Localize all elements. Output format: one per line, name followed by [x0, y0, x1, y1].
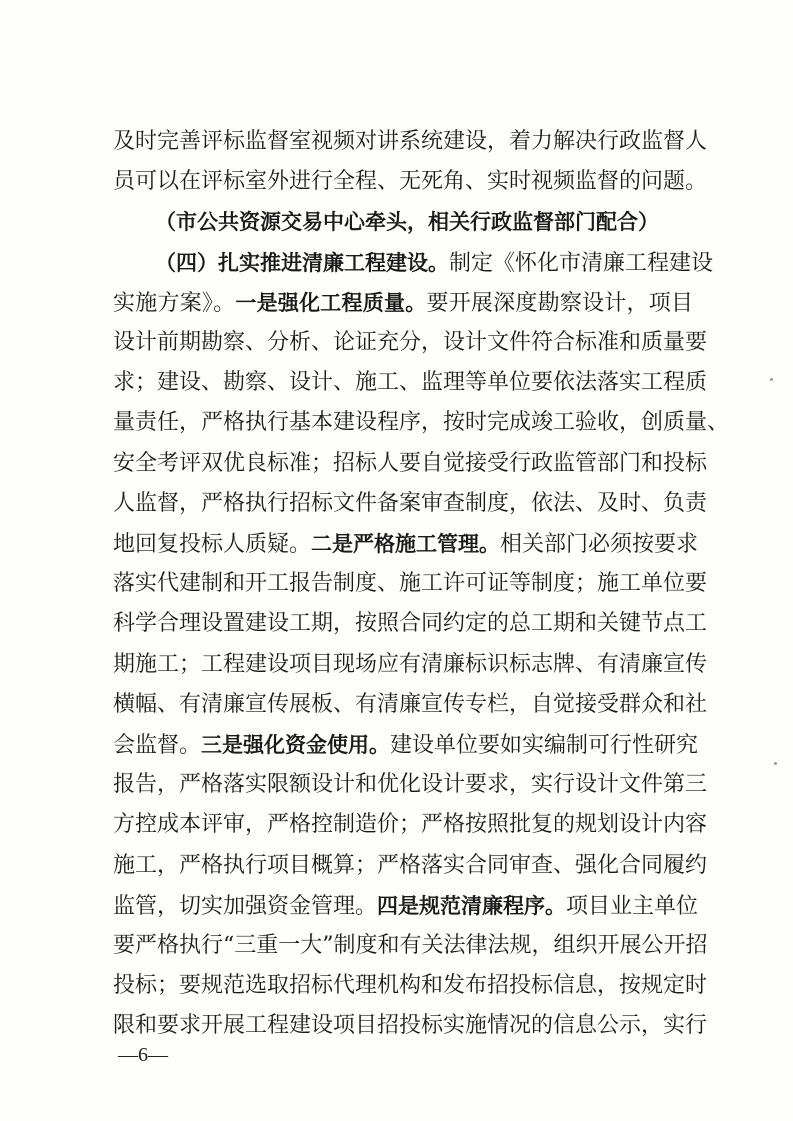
text-segment: 设计前期勘察、分析、论证充分，设计文件符合标准和质量要 [113, 330, 708, 355]
text-line [113, 524, 699, 564]
text-segment: 地回复投标人质疑。 [113, 532, 312, 557]
text-segment: 要严格执行“三重一大”制度和有关法律法规，组织开展公开招 [113, 933, 708, 958]
text-segment: 监管，切实加强资金管理。 [113, 893, 378, 919]
text-line [113, 886, 699, 926]
bold-text-segment: （市公共资源交易中心牵头，相关行政监督部门配合） [155, 210, 659, 235]
scan-speck [774, 762, 777, 765]
text-segment: 员可以在评标室外进行全程、无死角、实时视频监督的问题。 [113, 169, 708, 195]
text-segment: 横幅、有清廉宣传展板、有清廉宣传专栏，自觉接受群众和社 [113, 691, 708, 717]
text-segment: 建设单位要如实编制可行性研究 [390, 733, 699, 758]
text-line [155, 202, 693, 242]
text-segment: 科学合理设置建设工期，按照合同约定的总工期和关键节点工 [113, 611, 708, 637]
text-line [113, 162, 708, 202]
text-segment: 要开展深度勘察设计，项目 [426, 290, 693, 316]
text-segment: 项目业主单位 [566, 893, 699, 919]
text-line [113, 484, 708, 524]
page-number: —6— [118, 1044, 168, 1066]
text-line [113, 805, 708, 845]
text-line [155, 243, 714, 283]
text-segment: 制定《怀化市清廉工程建设 [449, 250, 714, 276]
text-line [113, 765, 708, 805]
text-line [113, 926, 708, 966]
text-segment: 人监督，严格执行招标文件备案审查制度，依法、及时、负责 [113, 490, 708, 516]
text-line [113, 1006, 708, 1046]
text-segment: 求；建设、勘察、设计、施工、监理等单位要依法落实工程质 [113, 370, 708, 396]
text-line [113, 966, 708, 1006]
text-line [113, 564, 708, 604]
text-line [113, 725, 699, 765]
text-segment: 限和要求开展工程建设项目招投标实施情况的信息公示，实行 [113, 1013, 708, 1039]
text-segment: 期施工；工程建设项目现场应有清廉标识标志牌、有清廉宣传 [113, 651, 708, 677]
text-segment: 投标；要规范选取招标代理机构和发布招投标信息，按规定时 [113, 973, 708, 999]
bold-text-segment: 一是强化工程质量。 [235, 290, 427, 315]
text-line [113, 403, 730, 443]
bold-text-segment: 三是强化资金使用。 [201, 733, 391, 757]
scan-speck [770, 378, 773, 381]
text-segment: 实施方案》。 [113, 290, 236, 316]
text-segment: 方控成本评审，严格控制造价；严格按照批复的规划设计内容 [113, 812, 708, 838]
text-segment: 量责任，严格执行基本建设程序，按时完成竣工验收，创质量、 [113, 410, 730, 436]
text-segment: 相关部门必须按要求 [500, 532, 699, 557]
text-line [113, 122, 708, 162]
text-line [113, 645, 708, 685]
text-segment: 会监督。 [113, 733, 202, 758]
text-line [113, 323, 708, 363]
bold-text-segment: 四是规范清廉程序。 [377, 893, 567, 918]
text-line [113, 846, 708, 886]
text-line [113, 685, 708, 725]
text-segment: 施工，严格执行项目概算；严格落实合同审查、强化合同履约 [113, 852, 708, 878]
text-segment: 安全考评双优良标准；招标人要自觉接受行政监管部门和投标 [113, 450, 708, 476]
text-segment: 落实代建制和开工报告制度、施工许可证等制度；施工单位要 [113, 571, 708, 597]
text-line [113, 444, 708, 484]
text-segment: 及时完善评标监督室视频对讲系统建设，着力解决行政监督人 [113, 129, 708, 154]
text-segment: 报告，严格落实限额设计和优化设计要求，实行设计文件第三 [113, 772, 708, 798]
text-line [113, 363, 708, 403]
bold-text-segment: 二是严格施工管理。 [311, 532, 501, 556]
text-line [113, 604, 708, 644]
bold-text-segment: （四）扎实推进清廉工程建设。 [155, 250, 449, 275]
text-line [113, 283, 693, 323]
